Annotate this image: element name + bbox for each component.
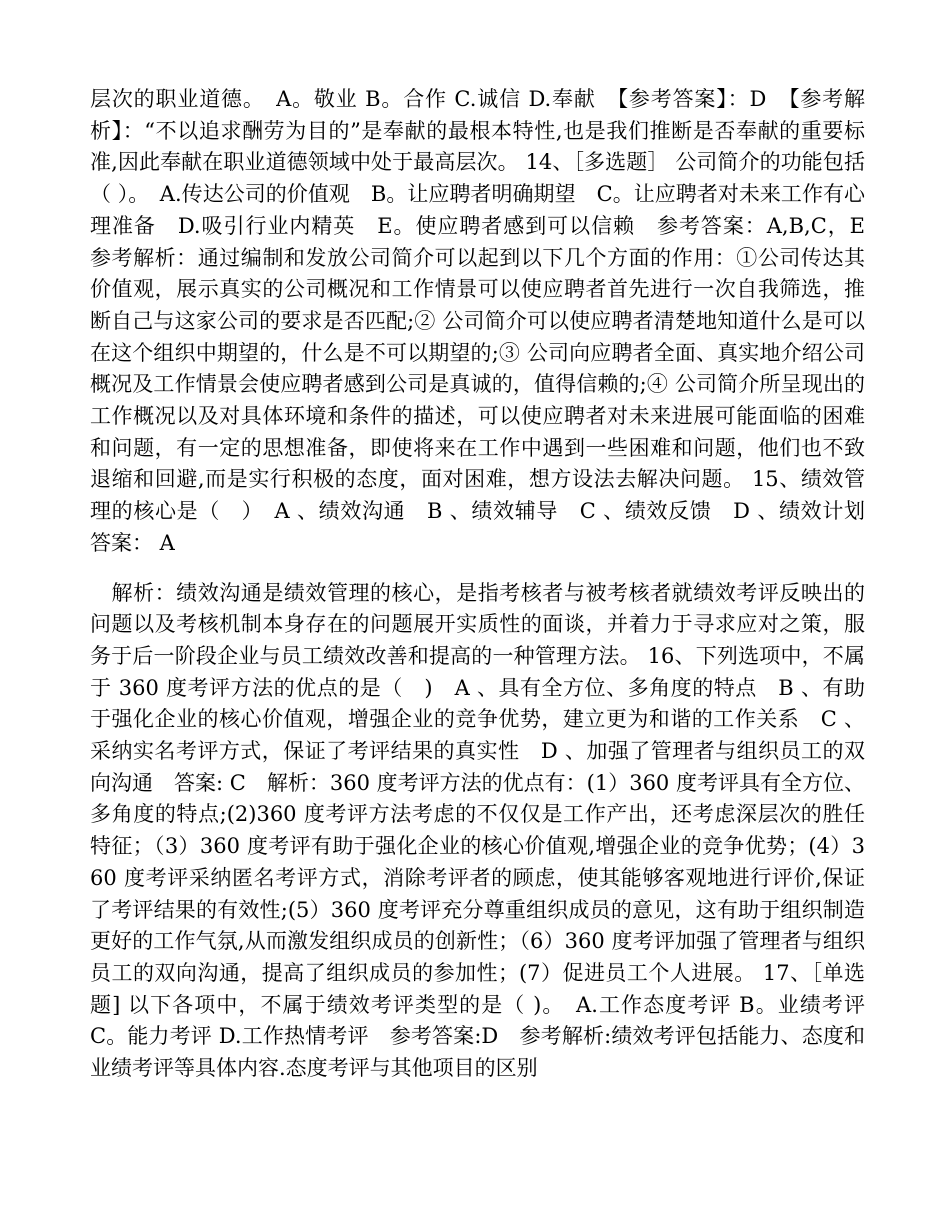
- document-page: [90, 84, 886, 1085]
- paragraph-spacer: [90, 560, 865, 578]
- paragraph-1: 层次的职业道德。 A。敬业 B。合作 C.诚信 D.奉献 【参考答案】：D 【参考解析】：“不以追求酬劳为目的”是奉献的最根本特性,也是我们推断是否奉献的重要标准,因此奉献在职业道德领域中处于最高层次。 14、［多选题］ 公司简介的功能包括（ ）。 A.传达公司的价值观 B。让应聘者明确期望 C。让应聘者对未来工作有心理准备 D.吸引行业内精英 E。使应聘者感到可以信赖 参考答案：A,B,C，E 参考解析：通过编制和发放公司简介可以起到以下几个方面的作用：①公司传达其价值观，展示真实的公司概况和工作情景可以使应聘者首先进行一次自我筛选，推断自己与这家公司的要求是否匹配;② 公司简介可以使应聘者清楚地知道什么是可以在这个组织中期望的，什么是不可以期望的;③ 公司向应聘者全面、真实地介绍公司概况及工作情景会使应聘者感到公司是真诚的，值得信赖的;④ 公司简介所呈现出的工作概况以及对具体环境和条件的描述，可以使应聘者对未来进展可能面临的困难和问题，有一定的思想准备，即使将来在工作中遇到一些困难和问题，他们也不致退缩和回避,而是实行积极的态度，面对困难，想方设法去解决问题。 15、绩效管理的核心是（ ） A 、绩效沟通 B 、绩效辅导 C 、绩效反馈 D 、绩效计划 答案： A: [90, 87, 886, 555]
- paragraph-2: 解析：绩效沟通是绩效管理的核心，是指考核者与被考核者就绩效考评反映出的问题以及考核机制本身存在的问题展开实质性的面谈，并着力于寻求应对之策，服务于后一阶段企业与员工绩效改善和提高的一种管理方法。 16、下列选项中，不属于 360 度考评方法的优点的是（ ) A 、具有全方位、多角度的特点 B 、有助于强化企业的核心价值观，增强企业的竞争优势，建立更为和谐的工作关系 C 、采纳实名考评方式，保证了考评结果的真实性 D 、加强了管理者与组织员工的双向沟通 答案: C 解析：360 度考评方法的优点有：(1）360 度考评具有全方位、多角度的特点;(2)360 度考评方法考虑的不仅仅是工作产出，还考虑深层次的胜任特征；（3）360 度考评有助于强化企业的核心价值观,增强企业的竞争优势；(4）360 度考评采纳匿名考评方式，消除考评者的顾虑，使其能够客观地进行评价,保证了考评结果的有效性;(5）360 度考评充分尊重组织成员的意见，这有助于组织制造更好的工作气氛,从而激发组织成员的创新性；（6）360 度考评加强了管理者与组织员工的双向沟通，提高了组织成员的参加性；(7）促进员工个人进展。 17、［单选题] 以下各项中，不属于绩效考评类型的是（ )。 A.工作态度考评 B。业绩考评 C。能力考评 D.工作热情考评 参考答案:D 参考解析:绩效考评包括能力、态度和业绩考评等具体内容.态度考评与其他项目的区别: [90, 580, 865, 1081]
